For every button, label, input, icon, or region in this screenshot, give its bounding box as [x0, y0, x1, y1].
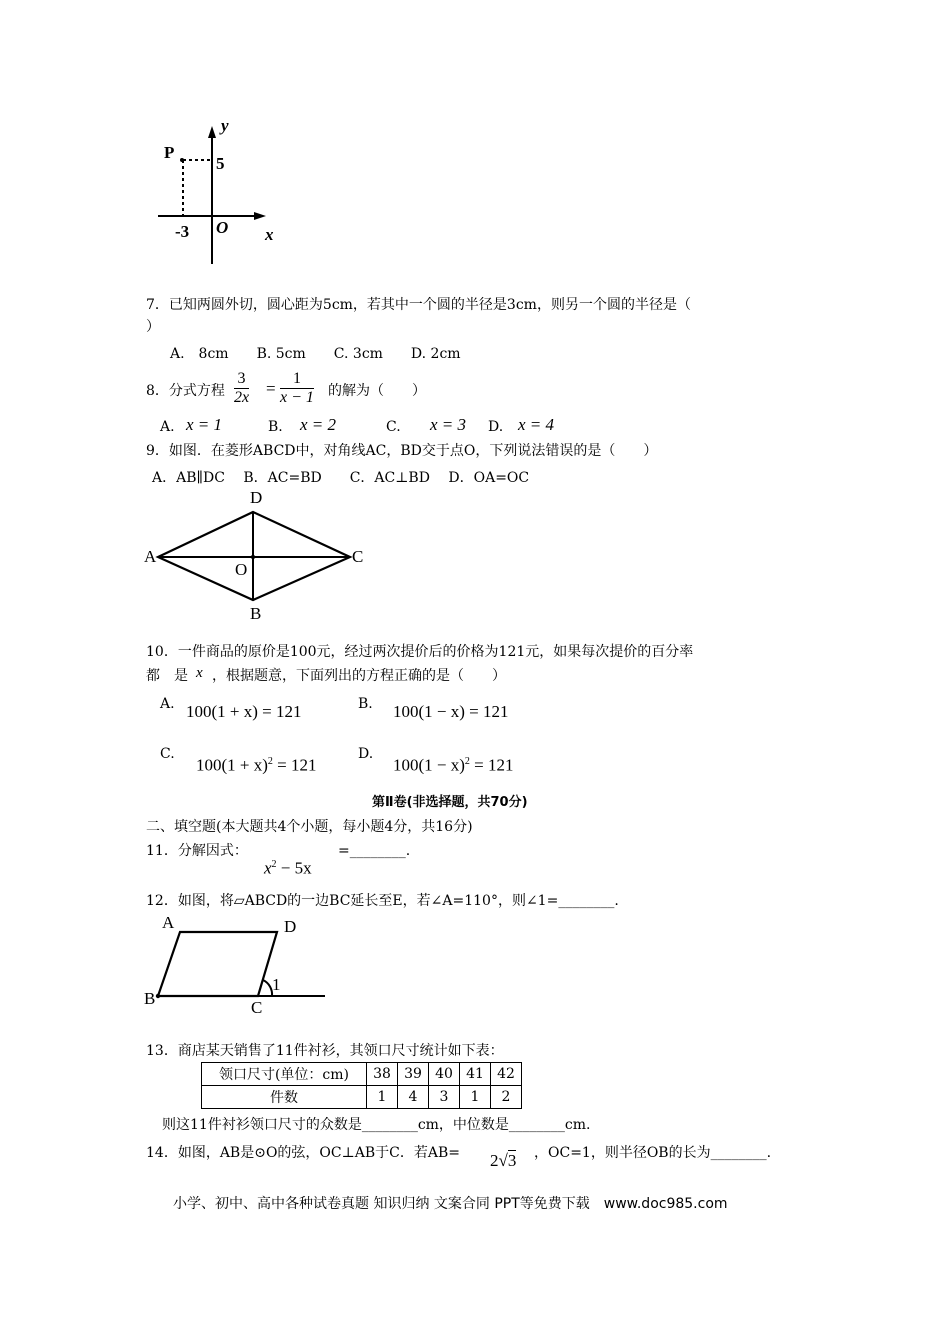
q8-opt-d-label: D. — [488, 419, 504, 435]
q8-opt-d-value: x = 4 — [518, 415, 555, 434]
q8-opt-c-label: C. — [386, 419, 401, 435]
q14-root-coefficient: 2 — [490, 1151, 499, 1170]
q8-opt-a-label: A. — [160, 419, 175, 435]
q11-expr-rest: − 5x — [276, 858, 312, 878]
q11-answer-blank: =________. — [338, 843, 411, 859]
q10-stem-line2-a: 都 是 — [146, 668, 188, 684]
part2-title: 第Ⅱ卷(非选择题，共70分) — [372, 795, 528, 810]
q8-rhs-denominator: x − 1 — [280, 389, 314, 406]
angle-1-label: 1 — [272, 975, 281, 994]
q14-root-radicand: 3 — [507, 1151, 517, 1170]
q10-opt-b-value: 100(1 − x) = 121 — [393, 702, 509, 721]
rhombus-vertex-b: B — [250, 604, 262, 623]
q9-options: A．AB∥DC B．AC=BD C．AC⊥BD D．OA=OC — [152, 470, 530, 486]
q12-stem: 12．如图，将▱ABCD的一边BC延长至E，若∠A=110°，则∠1=________. — [146, 893, 619, 909]
rhombus-vertex-c: C — [352, 547, 364, 566]
q10-opt-a-value: 100(1 + x) = 121 — [186, 702, 302, 721]
q14-root-expression — [490, 1152, 516, 1170]
q10-opt-d-base: 100(1 − x) — [393, 755, 465, 775]
table-cell: 40 — [429, 1063, 460, 1086]
table-row — [202, 1063, 522, 1086]
q11-prefix: 11．分解因式： — [146, 843, 248, 859]
origin-label: O — [216, 218, 229, 237]
q10-opt-a-label: A. — [160, 696, 175, 712]
q11-expr-x: x — [264, 858, 272, 878]
q8-opt-b-label: B. — [268, 419, 283, 435]
q8-equals: = — [266, 379, 276, 398]
q10-opt-d-label: D. — [358, 746, 374, 762]
point-p-label: P — [164, 143, 175, 162]
q7-options: A. 8cm B. 5cm C. 3cm D. 2cm — [170, 346, 461, 362]
table-cell: 42 — [491, 1063, 522, 1086]
q10-opt-c-label: C. — [160, 746, 175, 762]
q8-prefix: 8．分式方程 — [146, 383, 225, 399]
y-axis-label: y — [221, 116, 229, 135]
q14-prefix: 14．如图，AB是⊙O的弦，OC⊥AB于C．若AB= — [146, 1145, 461, 1161]
page-footer: 小学、初中、高中各种试卷真题 知识归纳 文案合同 PPT等免费下载 www.doc985.com — [173, 1196, 728, 1212]
parallelogram-vertex-c: C — [251, 998, 263, 1017]
q8-opt-b-value: x = 2 — [300, 415, 337, 434]
table-cell: 38 — [367, 1063, 398, 1086]
table-cell: 2 — [491, 1086, 522, 1109]
q13-stem: 13．商店某天销售了11件衬衫，其领口尺寸统计如下表： — [146, 1043, 504, 1059]
q10-stem-line1: 10．一件商品的原价是100元，经过两次提价后的价格为121元，如果每次提价的百分率 — [146, 644, 694, 660]
part2-section-heading: 二、填空题(本大题共4个小题，每小题4分，共16分) — [146, 819, 473, 835]
rhombus-vertex-d: D — [250, 488, 263, 507]
rhombus-center-o: O — [235, 560, 248, 579]
q10-opt-c-rest: = 121 — [272, 755, 317, 775]
q14-suffix: ，OC=1，则半径OB的长为________. — [534, 1145, 772, 1161]
q10-opt-b-label: B. — [358, 696, 373, 712]
table-cell: 39 — [398, 1063, 429, 1086]
q10-opt-c-base: 100(1 + x) — [196, 755, 268, 775]
q8-lhs-denominator: 2x — [234, 389, 250, 406]
q13-tail: 则这11件衬衫领口尺寸的众数是________cm，中位数是________cm. — [162, 1117, 591, 1133]
table-cell: 1 — [460, 1086, 491, 1109]
q9-stem: 9．如图．在菱形ABCD中，对角线AC，BD交于点O，下列说法错误的是（ ） — [146, 443, 658, 459]
table-row — [202, 1086, 522, 1109]
table-cell: 3 — [429, 1086, 460, 1109]
q7-stem-cont: ） — [146, 319, 160, 335]
q8-suffix: 的解为（ ） — [328, 383, 426, 399]
parallelogram-vertex-a: A — [162, 913, 175, 932]
tick-neg3-label: -3 — [175, 222, 190, 241]
q10-opt-c-exponent: 2 — [267, 756, 273, 767]
table-cell: 4 — [398, 1086, 429, 1109]
q10-stem-line2-b: ，根据题意，下面列出的方程正确的是（ ） — [212, 668, 506, 684]
q8-rhs-numerator: 1 — [280, 370, 314, 389]
q8-opt-c-value: x = 3 — [430, 415, 467, 434]
q7-stem: 7．已知两圆外切，圆心距为5cm，若其中一个圆的半径是3cm，则另一个圆的半径是（ — [146, 297, 691, 313]
rhombus-vertex-a: A — [144, 547, 157, 566]
q8-opt-a-value: x = 1 — [186, 415, 223, 434]
table-cell: 领口尺寸(单位：cm) — [202, 1063, 367, 1086]
q10-variable: x — [196, 665, 203, 681]
sqrt-icon: √ — [498, 1151, 508, 1170]
parallelogram-vertex-d: D — [284, 917, 297, 936]
x-axis-label: x — [265, 225, 274, 244]
collar-size-table — [201, 1062, 522, 1109]
q10-opt-d-exponent: 2 — [464, 756, 470, 767]
parallelogram-vertex-b: B — [144, 989, 156, 1008]
tick-5-label: 5 — [216, 154, 225, 173]
q10-opt-d-rest: = 121 — [469, 755, 514, 775]
table-cell: 41 — [460, 1063, 491, 1086]
table-cell: 1 — [367, 1086, 398, 1109]
q11-expr-exponent: 2 — [271, 859, 277, 870]
q8-lhs-numerator: 3 — [234, 370, 249, 389]
table-cell: 件数 — [202, 1086, 367, 1109]
